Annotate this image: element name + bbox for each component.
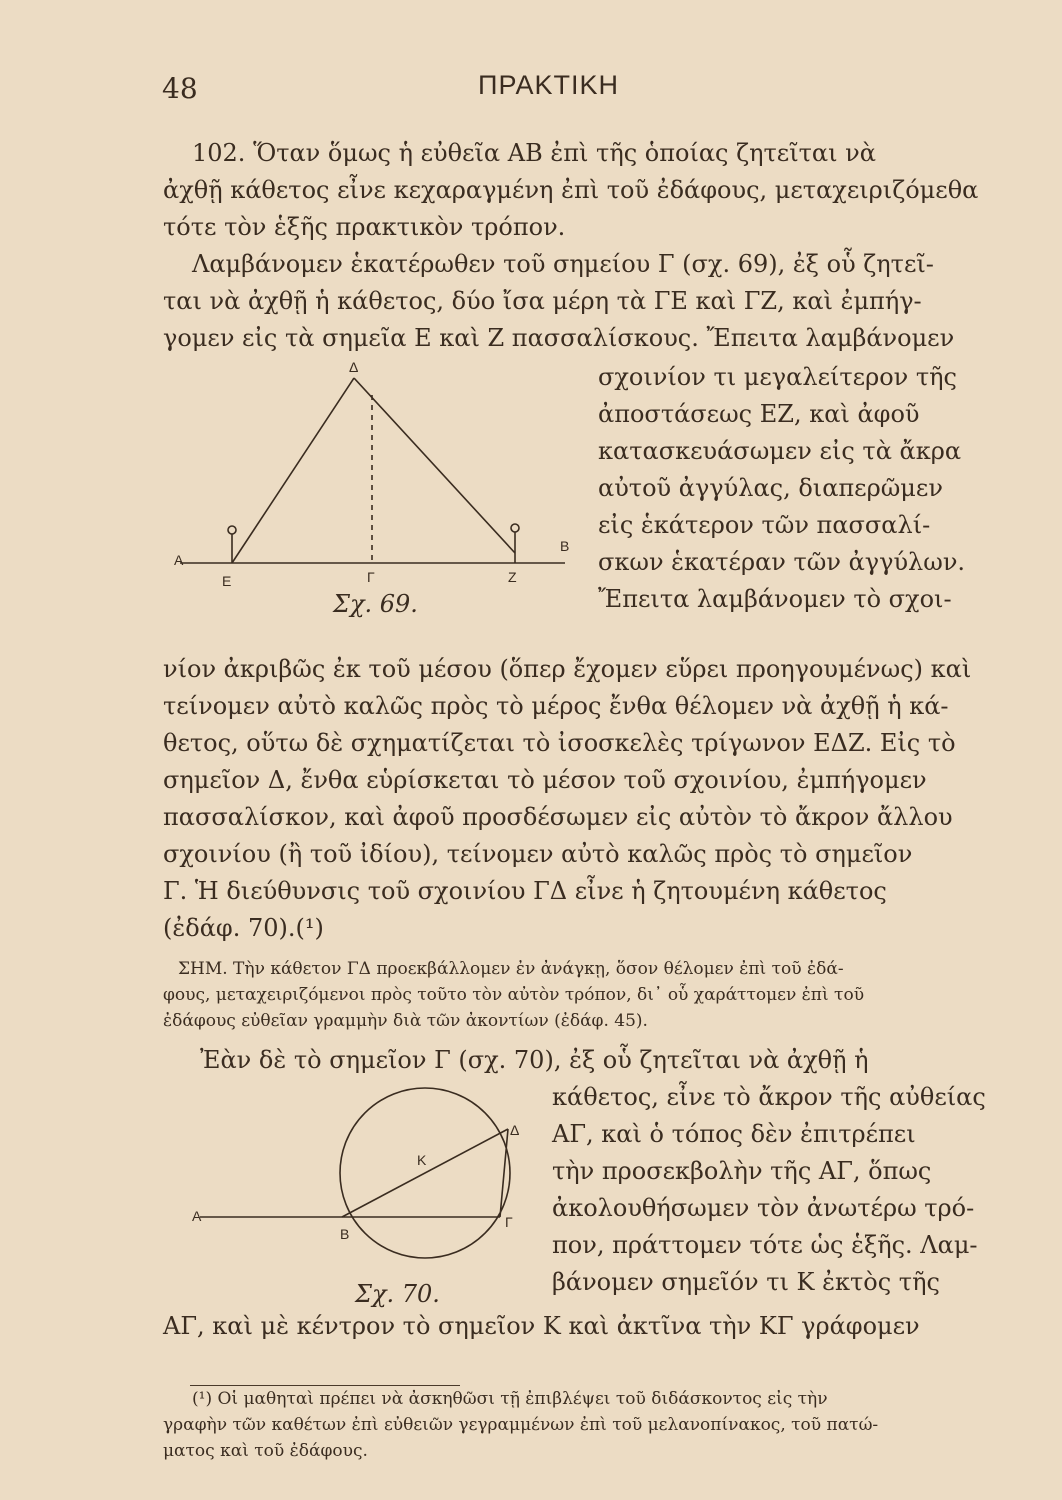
text-line: πον, πράττομεν τότε ὡς ἑξῆς. Λαμ-: [552, 1231, 978, 1259]
text-line: κάθετος, εἶνε τὸ ἄκρον τῆς αὐθείας: [552, 1083, 986, 1111]
text-line: τότε τὸν ἑξῆς πρακτικὸν τρόπον.: [163, 213, 566, 241]
label-epsilon: Ε: [222, 573, 232, 589]
text-line: γομεν εἰς τὰ σημεῖα Ε καὶ Ζ πασσαλίσκους. Ἔπειτα λαμβάνομεν: [163, 324, 955, 352]
figure-70-caption: Σχ. 70.: [355, 1280, 440, 1308]
footnote-line: (¹) Οἱ μαθηταὶ πρέπει νὰ ἀσκηθῶσι τῇ ἐπιβλέψει τοῦ διδάσκοντος εἰς τὴν: [192, 1389, 828, 1409]
diameter-bd: [342, 1129, 508, 1217]
footnote-rule: [190, 1385, 460, 1386]
side-dz: [354, 378, 515, 553]
note-line: ἐδάφους εὐθεῖαν γραμμὴν διὰ τῶν ἀκοντίων (ἐδάφ. 45).: [163, 1011, 648, 1031]
page-number: 48: [162, 72, 198, 105]
text-line: Γ. Ἡ διεύθυνσις τοῦ σχοινίου ΓΔ εἶνε ἡ ζητουμένη κάθετος: [163, 877, 887, 905]
text-line: ἀκολουθήσωμεν τὸν ἀνωτέρω τρό-: [552, 1194, 975, 1222]
label-alpha: Α: [174, 552, 184, 568]
stake-z: [511, 524, 519, 532]
text-line: τείνομεν αὐτὸ καλῶς πρὸς τὸ μέρος ἔνθα θέλομεν νὰ ἀχθῇ ἡ κά-: [163, 692, 949, 720]
text-line: σκων ἑκατέραν τῶν ἀγγύλων.: [598, 548, 966, 576]
text-line: ται νὰ ἀχθῇ ἡ κάθετος, δύο ἴσα μέρη τὰ ΓΕ καὶ ΓΖ, καὶ ἐμπήγ-: [163, 287, 922, 315]
text-line: κατασκευάσωμεν εἰς τὰ ἄκρα: [598, 437, 962, 465]
stake-e: [228, 526, 236, 534]
text-line: ἀποστάσεως ΕΖ, καὶ ἀφοῦ: [598, 400, 920, 428]
text-line: Ἔπειτα λαμβάνομεν τὸ σχοι-: [598, 585, 952, 613]
figure-70-circle: [190, 1085, 530, 1275]
label-beta: Β: [560, 538, 570, 554]
text-line: θετος, οὕτω δὲ σχηματίζεται τὸ ἰσοσκελὲς τρίγωνον ΕΔΖ. Εἰς τὸ: [163, 729, 956, 757]
label-alpha: Α: [192, 1208, 202, 1224]
text-line: νίον ἀκριβῶς ἐκ τοῦ μέσου (ὅπερ ἔχομεν εὕρει προηγουμένως) καὶ: [163, 655, 972, 683]
text-line: (ἐδάφ. 70).(¹): [163, 914, 324, 942]
text-line: βάνομεν σημεῖόν τι Κ ἐκτὸς τῆς: [552, 1268, 940, 1296]
text-line: Λαμβάνομεν ἑκατέρωθεν τοῦ σημείου Γ (σχ. 69), ἐξ οὗ ζητεῖ-: [192, 250, 934, 278]
label-delta: Δ: [510, 1122, 520, 1138]
label-gamma: Γ: [367, 569, 375, 585]
label-kappa: Κ: [417, 1152, 427, 1168]
text-line: πασσαλίσκον, καὶ ἀφοῦ προσδέσωμεν εἰς αὐτὸν τὸ ἄκρον ἄλλου: [163, 803, 953, 831]
text-line: σχοινίου (ἢ τοῦ ἰδίου), τείνομεν αὐτὸ καλῶς πρὸς τὸ σημεῖον: [163, 840, 913, 868]
figure-69-triangle: [170, 350, 590, 590]
footnote-line: γραφὴν τῶν καθέτων ἐπὶ εὐθειῶν γεγραμμένων ἐπὶ τοῦ μελανοπίνακος, τοῦ πατώ-: [163, 1415, 879, 1435]
label-zeta: Ζ: [508, 569, 517, 585]
text-line: σχοινίον τι μεγαλείτερον τῆς: [598, 363, 957, 391]
text-line: 102. Ὅταν ὅμως ἡ εὐθεῖα ΑΒ ἐπὶ τῆς ὁποίας ζητεῖται νὰ: [192, 139, 876, 167]
side-de: [232, 378, 354, 563]
note-line: ΣΗΜ. Τὴν κάθετον ΓΔ προεκβάλλομεν ἐν ἀνάγκῃ, ὅσον θέλομεν ἐπὶ τοῦ ἐδά-: [178, 959, 844, 979]
text-line: εἰς ἑκάτερον τῶν πασσαλί-: [598, 511, 931, 539]
text-line: ΑΓ, καὶ μὲ κέντρον τὸ σημεῖον Κ καὶ ἀκτῖνα τὴν ΚΓ γράφομεν: [163, 1312, 920, 1340]
label-delta: Δ: [349, 359, 359, 375]
running-title: ΠΡΑΚΤΙΚΗ: [478, 70, 620, 100]
text-line: αὐτοῦ ἀγγύλας, διαπερῶμεν: [598, 474, 943, 502]
text-line: ἀχθῇ κάθετος εἶνε κεχαραγμένη ἐπὶ τοῦ ἐδάφους, μεταχειριζόμεθα: [163, 176, 979, 204]
text-line: ΑΓ, καὶ ὁ τόπος δὲν ἐπιτρέπει: [552, 1120, 916, 1148]
text-line: σημεῖον Δ, ἔνθα εὑρίσκεται τὸ μέσον τοῦ σχοινίου, ἐμπήγομεν: [163, 766, 927, 794]
label-gamma: Γ: [505, 1214, 513, 1230]
note-line: φους, μεταχειριζόμενοι πρὸς τοῦτο τὸν αὐτὸν τρόπον, δι᾽ οὗ χαράττομεν ἐπὶ τοῦ: [163, 985, 865, 1005]
label-beta: Β: [340, 1226, 350, 1242]
figure-69-caption: Σχ. 69.: [333, 590, 418, 618]
text-line: τὴν προσεκβολὴν τῆς ΑΓ, ὅπως: [552, 1157, 932, 1185]
footnote-line: ματος καὶ τοῦ ἐδάφους.: [163, 1441, 368, 1461]
text-line: Ἐὰν δὲ τὸ σημεῖον Γ (σχ. 70), ἐξ οὗ ζητεῖται νὰ ἀχθῇ ἡ: [200, 1046, 869, 1074]
